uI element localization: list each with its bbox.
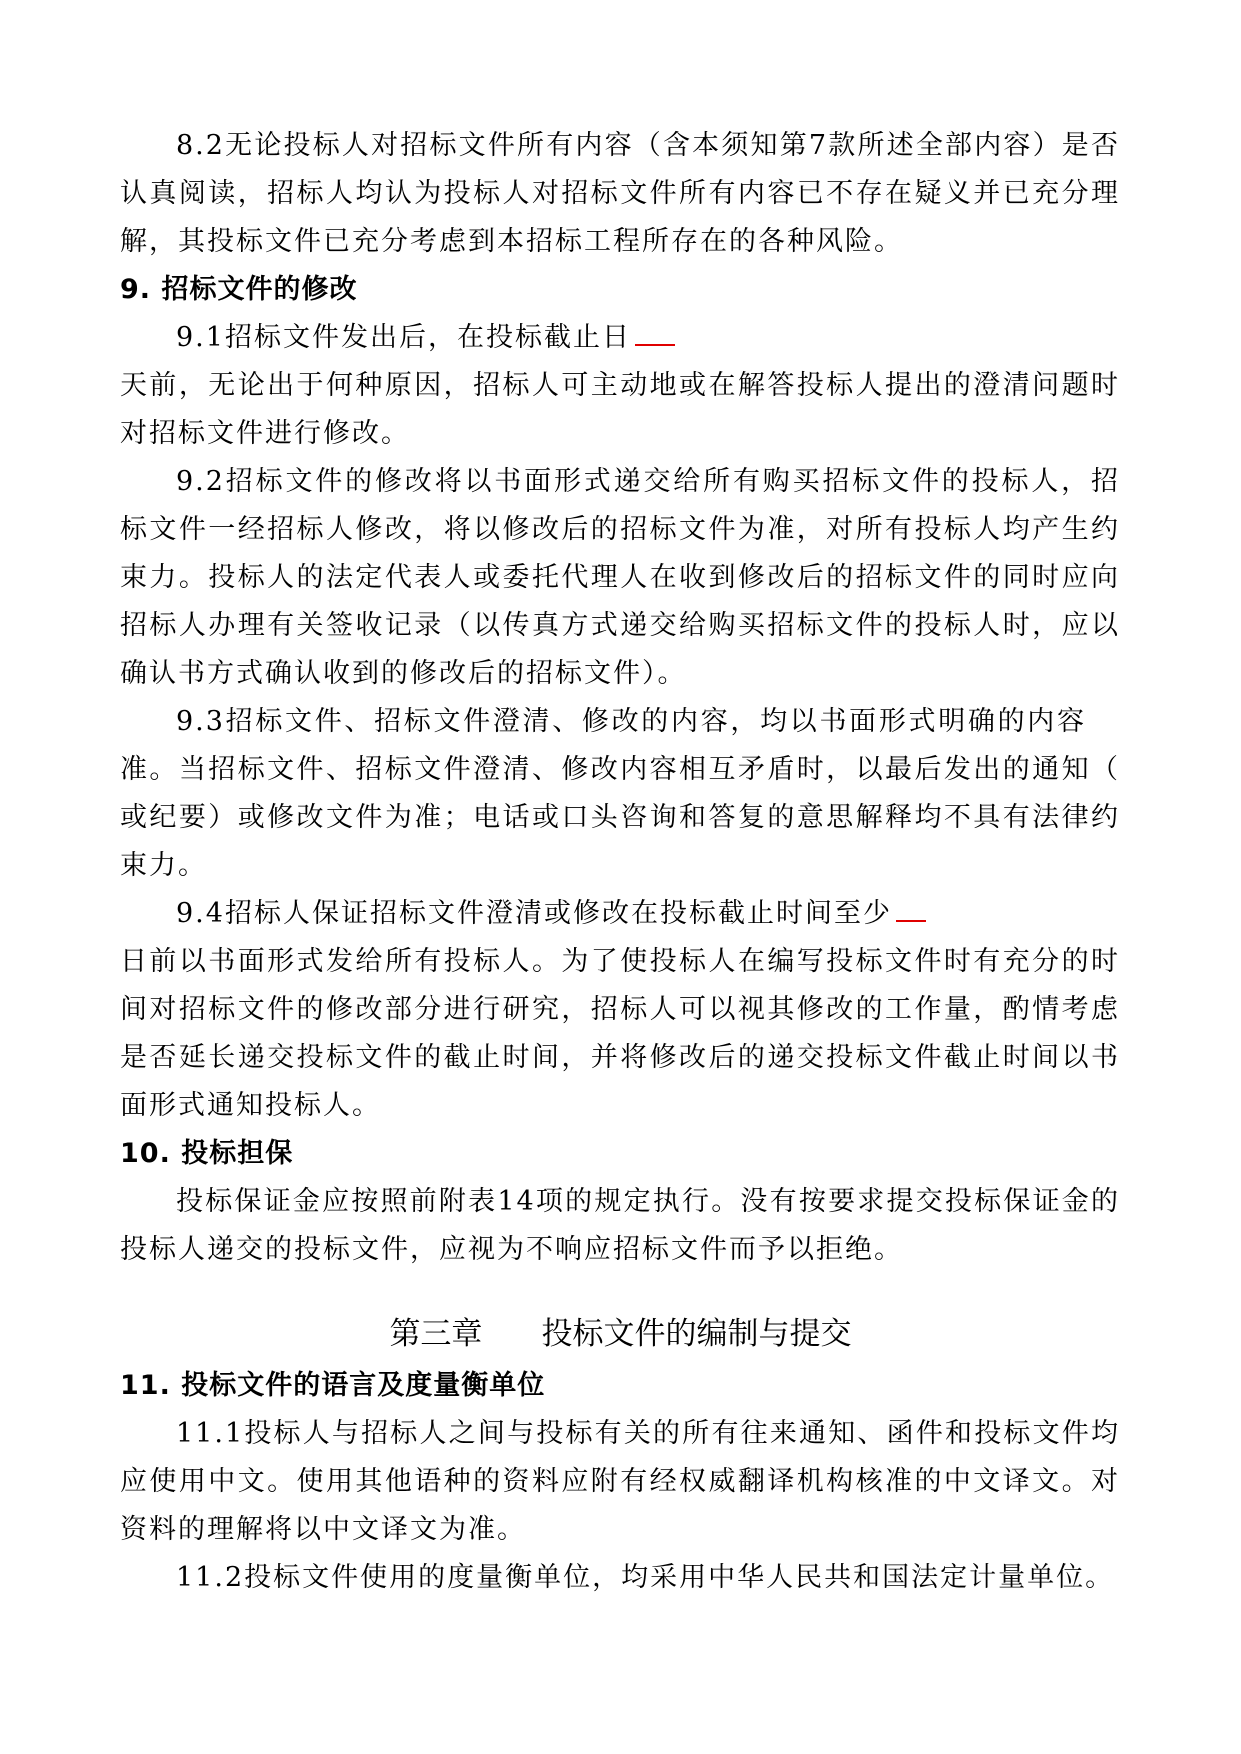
fill-in-blank-days [635, 314, 675, 346]
paragraph-9-4-line-1 [176, 890, 1120, 938]
paragraph-9-1-line-2: 天前，无论出于何种原因，招标人可主动地或在解答投标人提出的澄清问题时 [120, 370, 1120, 401]
paragraph-9-2-line-5: 确认书方式确认收到的修改后的招标文件）。 [120, 658, 687, 689]
paragraph-9-3-line-3: 或纪要）或修改文件为准；电话或口头咨询和答复的意思解释均不具有法律约 [120, 802, 1120, 833]
paragraph-9-3-line-4: 束力。 [120, 850, 207, 881]
paragraph-9-3-line-1: 9.3招标文件、招标文件澄清、修改的内容，均以书面形式明确的内容 [176, 706, 1086, 737]
paragraph-9-4-line-2: 日前以书面形式发给所有投标人。为了使投标人在编写投标文件时有充分的时 [120, 946, 1120, 977]
paragraph-11-2-line-1: 11.2投标文件使用的度量衡单位，均采用中华人民共和国法定计量单位。 [176, 1562, 1115, 1593]
paragraph-8-2-line-2: 认真阅读，招标人均认为投标人对招标文件所有内容已不存在疑义并已充分理 [120, 178, 1120, 209]
section-11-heading: 11. 投标文件的语言及度量衡单位 [120, 1370, 546, 1401]
paragraph-9-1-text: 9.1招标文件发出后，在投标截止日 [176, 322, 631, 353]
paragraph-9-2-line-4: 招标人办理有关签收记录（以传真方式递交给购买招标文件的投标人时，应以 [120, 610, 1120, 641]
paragraph-8-2-line-1: 8.2无论投标人对招标文件所有内容（含本须知第7款所述全部内容）是否 [176, 130, 1120, 161]
fill-in-blank-days [896, 890, 926, 922]
chapter-title: 第三章 投标文件的编制与提交 [389, 1316, 852, 1352]
paragraph-9-3-line-2: 准。当招标文件、招标文件澄清、修改内容相互矛盾时，以最后发出的通知（ [120, 754, 1120, 785]
paragraph-11-1-line-1: 11.1投标人与招标人之间与投标有关的所有往来通知、函件和投标文件均 [176, 1418, 1120, 1449]
section-9-heading: 9. 招标文件的修改 [120, 274, 358, 305]
paragraph-10-line-1: 投标保证金应按照前附表14项的规定执行。没有按要求提交投标保证金的 [176, 1186, 1120, 1217]
paragraph-9-1-line-3: 对招标文件进行修改。 [120, 418, 410, 449]
paragraph-9-4-line-4: 是否延长递交投标文件的截止时间，并将修改后的递交投标文件截止时间以书 [120, 1042, 1120, 1073]
paragraph-9-4-line-3: 间对招标文件的修改部分进行研究，招标人可以视其修改的工作量，酌情考虑 [120, 994, 1120, 1025]
paragraph-10-line-2: 投标人递交的投标文件，应视为不响应招标文件而予以拒绝。 [120, 1234, 903, 1265]
section-10-heading: 10. 投标担保 [120, 1138, 294, 1169]
paragraph-9-2-line-2: 标文件一经招标人修改，将以修改后的招标文件为准，对所有投标人均产生约 [120, 514, 1120, 545]
paragraph-8-2-line-3: 解，其投标文件已充分考虑到本招标工程所存在的各种风险。 [120, 226, 903, 257]
paragraph-9-2-line-1: 9.2招标文件的修改将以书面形式递交给所有购买招标文件的投标人，招 [176, 466, 1120, 497]
paragraph-11-1-line-2: 应使用中文。使用其他语种的资料应附有经权威翻译机构核准的中文译文。对 [120, 1466, 1120, 1497]
paragraph-9-2-line-3: 束力。投标人的法定代表人或委托代理人在收到修改后的招标文件的同时应向 [120, 562, 1120, 593]
paragraph-9-4-text: 9.4招标人保证招标文件澄清或修改在投标截止时间至少 [176, 898, 892, 929]
paragraph-9-4-line-5: 面形式通知投标人。 [120, 1090, 381, 1121]
paragraph-9-1-line-1 [176, 314, 1120, 362]
paragraph-11-1-line-3: 资料的理解将以中文译文为准。 [120, 1514, 526, 1545]
